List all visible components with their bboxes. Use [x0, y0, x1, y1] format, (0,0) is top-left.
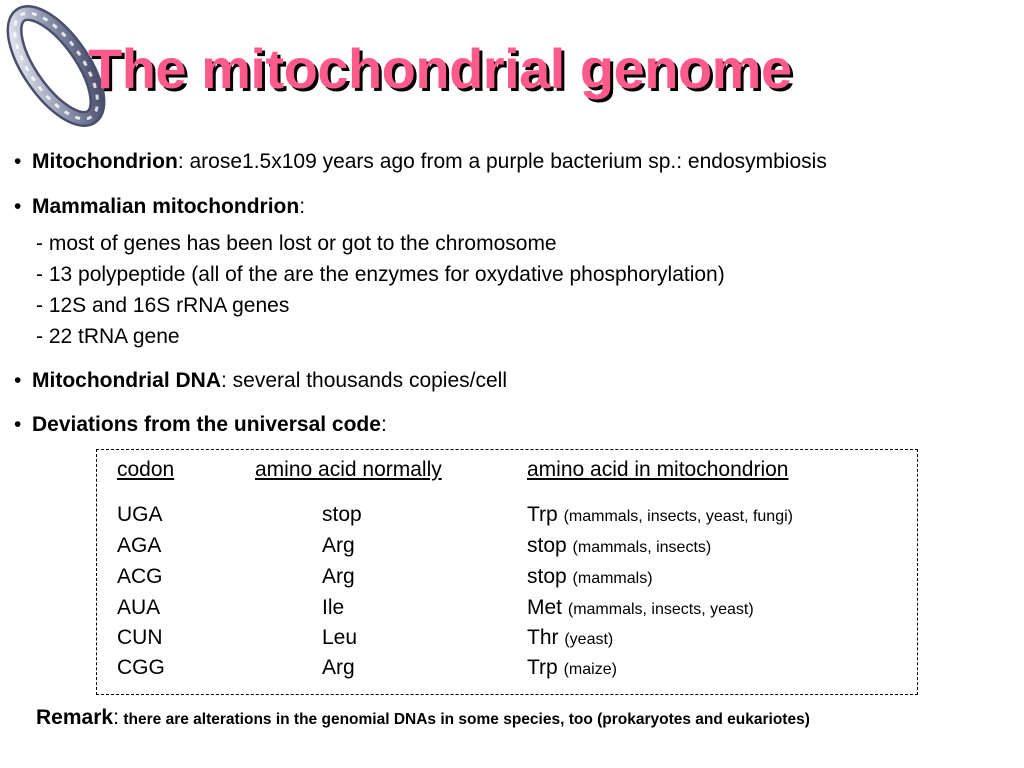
bullet-text: : arose1.5x109 years ago from a purple bacterium sp.: endosymbiosis [177, 150, 827, 173]
normal-cell: Arg [322, 565, 355, 588]
list-item: - most of genes has been lost or got to the chromosome [36, 232, 557, 255]
bullet-dot: • [14, 413, 22, 436]
codon-cell: CGG [117, 656, 165, 679]
bullet-mammalian-mitochondrion [14, 195, 305, 219]
bullet-mitochondrial-dna [14, 369, 507, 393]
codon-cell: AUA [117, 596, 161, 619]
bullet-label: Deviations from the universal code [32, 413, 381, 436]
remark-separator: : [113, 706, 119, 729]
mito-cell [527, 626, 613, 650]
codon-cell: ACG [117, 565, 163, 588]
mito-cell [527, 565, 653, 589]
species-note: (yeast) [564, 631, 614, 648]
remark [36, 706, 810, 730]
bullet-label: Mitochondrial DNA [32, 369, 221, 392]
codon-cell: CUN [117, 626, 163, 649]
mito-cell [527, 503, 793, 527]
normal-cell: Leu [322, 626, 358, 649]
normal-cell: Ile [322, 596, 345, 619]
codon-table-frame [96, 449, 918, 695]
species-note: (maize) [563, 661, 617, 678]
mito-value: stop [527, 565, 567, 588]
column-header-mitochondrion: amino acid in mitochondrion [527, 458, 789, 481]
mito-value: Met [527, 596, 563, 619]
species-note: (mammals) [572, 570, 653, 587]
remark-label: Remark [36, 706, 114, 729]
species-note: (mammals, insects) [572, 539, 712, 556]
list-item: - 12S and 16S rRNA genes [36, 294, 290, 317]
bullet-text: : several thousands copies/cell [221, 369, 507, 392]
mito-cell [527, 656, 617, 680]
mito-cell [527, 534, 711, 558]
normal-cell: stop [322, 503, 362, 526]
remark-text: there are alterations in the genomial DNAs in some species, too (prokaryotes and eukariotes) [123, 711, 810, 728]
species-note: (mammals, insects, yeast, fungi) [563, 508, 793, 525]
bullet-text: : [380, 413, 387, 436]
bullet-label: Mammalian mitochondrion [32, 195, 300, 218]
mito-cell [527, 596, 754, 620]
column-header-normal: amino acid normally [255, 458, 442, 481]
species-note: (mammals, insects, yeast) [567, 601, 754, 618]
bullet-label: Mitochondrion [32, 150, 178, 173]
bullet-dot: • [14, 150, 22, 173]
bullet-deviations [14, 413, 387, 437]
codon-cell: AGA [117, 534, 162, 557]
mito-value: Thr [527, 626, 559, 649]
column-header-codon: codon [117, 458, 175, 481]
bullet-mitochondrion [14, 150, 827, 174]
codon-cell: UGA [117, 503, 163, 526]
mito-value: Trp [527, 656, 558, 679]
list-item: - 22 tRNA gene [36, 325, 180, 348]
bullet-dot: • [14, 369, 22, 392]
mito-value: Trp [527, 503, 558, 526]
list-item: - 13 polypeptide (all of the are the enzymes for oxydative phosphorylation) [36, 263, 725, 286]
bullet-text: : [299, 195, 306, 218]
mito-value: stop [527, 534, 567, 557]
bullet-dot: • [14, 195, 22, 218]
normal-cell: Arg [322, 534, 355, 557]
normal-cell: Arg [322, 656, 355, 679]
page-title: The mitochondrial genome [88, 37, 792, 100]
